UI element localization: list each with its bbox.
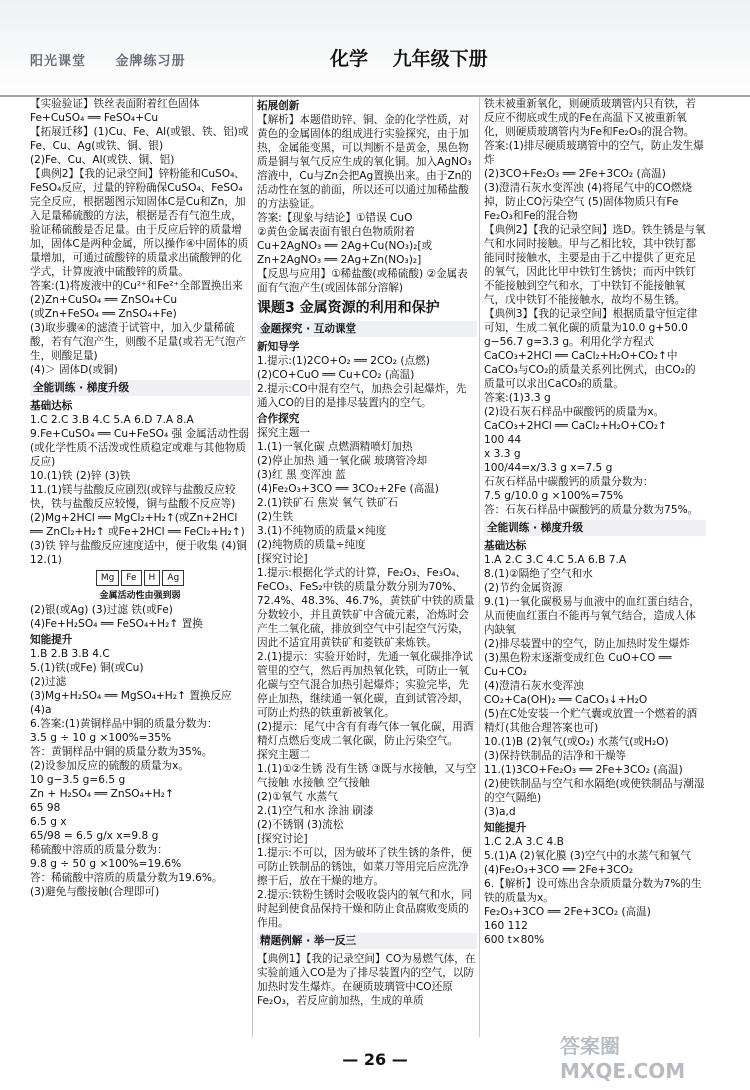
section-heading: 全能训练 · 梯度升级 bbox=[484, 520, 706, 536]
answer-line: 65 98 bbox=[30, 802, 61, 814]
answers-block bbox=[257, 426, 477, 930]
answer-line: 6.答案:(1)黄铜样品中铜的质量分数为： bbox=[30, 718, 218, 730]
answer-line: ②黄色金属表面有银白色物质附着 Cu+2AgNO₃ ══ 2Ag+Cu(NO₃)₂[或Zn+2AgNO₃ ══ 2Ag+Zn(NO₃)₂] bbox=[257, 226, 433, 266]
answers-block bbox=[484, 97, 706, 517]
lesson-title: 课题3 金属资源的利用和保护 bbox=[257, 300, 440, 316]
section-heading: 金题探究 · 互动课堂 bbox=[257, 321, 477, 337]
answer-line: 1.(1)一氧化碳 点燃酒精喷灯加热 bbox=[257, 441, 413, 453]
answers-block bbox=[484, 553, 706, 819]
subsection-heading: 合作探究 bbox=[257, 413, 300, 425]
answer-line: (4)澄清石灰水变浑浊 bbox=[484, 680, 584, 692]
answers-block bbox=[30, 647, 250, 899]
answer-line: CO₂+Ca(OH)₂ ══ CaCO₃↓+H₂O bbox=[484, 694, 648, 706]
answer-line: (2)CO+CuO ══ Cu+CO₂ (高温) bbox=[257, 369, 415, 381]
answer-line: 【典例3】【我的记录空间】根据质量守恒定律可知，生成二氧化碳的质量为10.0 g+50.0 g−56.7 g=3.3 g。利用化学方程式CaCO₃+2HCl ══ CaCl₂+H₂O+CO₂↑中CaCO₃与CO₂的质量关系列比例式，由CO₂的质量可以求出CaCO₃的质量。 bbox=[484, 308, 698, 390]
answer-line: (3)a,d bbox=[484, 806, 516, 818]
answer-line: 1.提示:不可以，因为破坏了铁生锈的条件，便可防止铁制品的锈蚀，如菜刀等用完后应洗净擦干后，放在干燥的地方。 bbox=[257, 847, 472, 887]
answers-block bbox=[30, 603, 250, 631]
column-divider bbox=[252, 97, 253, 1037]
answer-line: 答案:【现象与结论】①错误 CuO bbox=[257, 212, 413, 224]
column-right bbox=[484, 97, 706, 947]
answer-line: (2)①氧气 水蒸气 bbox=[257, 791, 338, 803]
answer-line: (3)红 黑 变浑浊 蓝 bbox=[257, 469, 346, 481]
answer-line: (2)Zn+CuSO₄ ══ ZnSO₄+Cu bbox=[30, 294, 178, 306]
answer-line: (或Zn+FeSO₄ ══ ZnSO₄+Fe) bbox=[30, 308, 177, 320]
answer-line: Fe₂O₃+3CO ══ 2Fe+3CO₂ (高温) bbox=[484, 906, 651, 918]
column-middle bbox=[257, 97, 477, 1008]
answer-line: 100 44 bbox=[484, 434, 522, 446]
answer-line: 1.(1)①②生锈 没有生锈 ③既与水接触，又与空气接触 水接触 空气接触 bbox=[257, 763, 477, 789]
answer-line: (3)Mg+H₂SO₄ ══ MgSO₄+H₂↑ 置换反应 (4)a bbox=[30, 690, 232, 716]
answer-line: (5)在C处安装一个贮气囊或放置一个燃着的酒精灯(其他合理答案也可) bbox=[484, 708, 698, 734]
answer-line: 9.(1)一氧化碳极易与血液中的血红蛋白结合，从而使血红蛋白不能再与氧气结合，造成人体内缺氧 bbox=[484, 596, 700, 636]
subsection-heading: 知能提升 bbox=[484, 822, 527, 834]
answer-line: (2)生铁 bbox=[257, 511, 294, 523]
answer-line: 100/44=x/3.3 g x=7.5 g bbox=[484, 462, 613, 474]
page-header bbox=[0, 0, 750, 97]
answer-line: 探究主题二 bbox=[257, 749, 310, 761]
answer-line: 2.提示:铁粉生锈时会吸收袋内的氧气和水，同时起到使食品保持干燥和防止食品腐败变质的作用。 bbox=[257, 889, 472, 929]
answer-line: Zn + H₂SO₄ ══ ZnSO₄+H₂↑ bbox=[30, 788, 174, 800]
subject: 化学 bbox=[330, 48, 369, 70]
answer-line: 2.(1)空气和水 涂油 刷漆 bbox=[257, 805, 374, 817]
subsection-heading: 拓展创新 bbox=[257, 100, 300, 112]
answer-line: (2)3CO+Fe₂O₃ ══ 2Fe+3CO₂ (高温) bbox=[484, 168, 666, 180]
answer-line: (2)使铁制品与空气和水隔绝(或使铁制品与潮湿的空气隔绝) bbox=[484, 778, 705, 804]
answer-line: 2.提示:CO中混有空气，加热会引起爆炸，先通入CO的目的是排尽装置内的空气。 bbox=[257, 383, 467, 409]
answer-line: 【典例2】【我的记录空间】选D。铁生锈是与氧气和水同时接触。甲与乙相比较，其中铁钉都能同时接触水，主要是由于乙中提供了更充足的氧气，因此比甲中铁钉生锈快；而丙中铁钉不能接触到空气和水，丁中铁钉不能接触氧气，戊中铁钉不能接触水，故均不易生锈。 bbox=[484, 224, 706, 306]
answer-line: CaCO₃+2HCl ══ CaCl₂+H₂O+CO₂↑ bbox=[484, 420, 667, 432]
answer-line: (2)提示：尾气中含有有毒气体一氧化碳，用酒精灯点燃后变成二氧化碳，防止污染空气。 bbox=[257, 721, 474, 747]
answer-line: 【拓展迁移】(1)Cu、Fe、Al(或银、铁、铝)或Fe、Cu、Ag(或铁、铜、银) bbox=[30, 126, 249, 152]
answer-line: (2)过滤 bbox=[30, 676, 67, 688]
answers-block bbox=[257, 113, 477, 295]
diagram-caption: 金属活动性由强到弱 bbox=[99, 591, 181, 601]
answer-line: 1.提示:根据化学式的计算，Fe₂O₃、Fe₃O₄、FeCO₃、FeS₂中铁的质量分数分别为70%、72.4%、48.3%、46.7%，黄铁矿中铁的质量分数较小，并且黄铁矿中含硫元素，冶炼时会产生二氧化硫，排放到空气中引起空气污染，因此不适宜用黄铁矿和菱铁矿来炼铁。 bbox=[257, 567, 475, 649]
answers-block bbox=[484, 835, 706, 947]
answer-line: (3)黑色粉末逐渐变成红色 CuO+CO ══ Cu+CO₂ bbox=[484, 652, 672, 678]
grade: 九年级下册 bbox=[392, 48, 488, 70]
answer-line: 10.(1)B (2)氧气(或O₂) 水蒸气(或H₂O) bbox=[484, 736, 669, 748]
answer-line: 9.Fe+CuSO₄ ══ Cu+FeSO₄ 强 金属活动性弱(或化学性质不活泼或性质稳定或难与其他物质反应) bbox=[30, 428, 250, 468]
answer-line: 答案:(1)3.3 g bbox=[484, 392, 551, 404]
series-name: 金牌练习册 bbox=[115, 54, 186, 69]
answer-line: 6.【解析】设可炼出含杂质质量分数为7%的生铁的质量为x。 bbox=[484, 878, 702, 904]
answer-line: 10.(1)铁 (2)锌 (3)铁 bbox=[30, 470, 131, 482]
answer-line: 6.5 g x bbox=[30, 816, 67, 828]
page-number: — 26 — bbox=[342, 1050, 408, 1069]
answer-line: 2.(1)提示：实验开始时，先通一氧化碳排净试管里的空气，然后再加热氧化铁，可防止一氧化碳与空气混合加热引起爆炸；实验完毕，先停止加热，继续通一氧化碳，直到试管冷却，可防止灼热的铁重新被氧化。 bbox=[257, 651, 473, 719]
answer-line: 稀硫酸中溶质的质量分数为： bbox=[30, 844, 168, 856]
diagram-metal: Ag bbox=[162, 570, 184, 586]
answer-line: 160 112 bbox=[484, 920, 528, 932]
answer-line: (2)设参加反应的硫酸的质量为x。 bbox=[30, 760, 189, 772]
answer-line: 3.5 g ÷ 10 g ×100%=35% bbox=[30, 732, 172, 744]
answer-line: 10 g−3.5 g=6.5 g bbox=[30, 774, 126, 786]
subsection-heading: 新知导学 bbox=[257, 341, 300, 353]
activity-diagram bbox=[30, 570, 250, 586]
answer-line: 5.(1)A (2)氧化膜 (3)空气中的水蒸气和氧气 (4)Fe₂O₃+3CO ══ 2Fe+3CO₂ bbox=[484, 850, 691, 876]
section-heading: 全能训练 · 梯度升级 bbox=[30, 380, 250, 396]
column-left bbox=[30, 97, 250, 899]
answer-line: 1.A 2.C 3.C 4.C 5.A 6.B 7.A bbox=[484, 554, 627, 566]
answers-block bbox=[30, 97, 250, 377]
answer-line: 【反思与应用】①稀盐酸(或稀硫酸) ②金属表面有气泡产生(或固体部分溶解) bbox=[257, 268, 468, 294]
answer-line: 答：黄铜样品中铜的质量分数为35%。 bbox=[30, 746, 213, 758]
answer-line: x 3.3 g bbox=[484, 448, 521, 460]
brand-name: 阳光课堂 bbox=[30, 54, 87, 69]
answer-line: (3)保持铁制品的洁净和干燥等 bbox=[484, 750, 627, 762]
answer-line: 答：稀硫酸中溶质的质量分数为19.6%。 bbox=[30, 872, 223, 884]
answer-line: 8.(1)②隔绝了空气和水 bbox=[484, 568, 593, 580]
section-heading: 精题例解 · 举一反三 bbox=[257, 933, 477, 949]
answer-line: (4)Fe₂O₃+3CO ══ 3CO₂+2Fe (高温) bbox=[257, 483, 439, 495]
answer-line: (2)不锈钢 (3)流松 bbox=[257, 819, 344, 831]
subsection-heading: 基础达标 bbox=[484, 540, 527, 552]
answer-line: 65/98 = 6.5 g/x x=9.8 g bbox=[30, 830, 159, 842]
answer-line: (2)设石灰石样品中碳酸钙的质量为x。 bbox=[484, 406, 665, 418]
answer-line: (3)澄清石灰水变浑浊 (4)将尾气中的CO燃烧掉，防止CO污染空气 (5)固体物质只有Fe Fe₂O₃和Fe的混合物 bbox=[484, 182, 693, 222]
answer-line: 【典例1】【我的记录空间】CO为易燃气体，在实验前通入CO是为了排尽装置内的空气，以防加热时发生爆炸。在硬质玻璃管中CO还原Fe₂O₃，若反应前加热，生成的单质 bbox=[257, 953, 476, 1007]
subsection-heading: 知能提升 bbox=[30, 634, 73, 646]
answer-line: (2)排尽装置中的空气，防止加热时发生爆炸 bbox=[484, 638, 690, 650]
answer-line: 答：石灰石样品中碳酸钙的质量分数为75%。 bbox=[484, 504, 699, 516]
diagram-metal: Fe bbox=[121, 570, 141, 586]
answers-block bbox=[30, 413, 250, 567]
diagram-metal: H bbox=[144, 570, 161, 586]
answer-line: 答案:(1)将废液中的Cu²⁺和Fe²⁺全部置换出来 bbox=[30, 280, 243, 292]
answer-line: (4)Fe+H₂SO₄ ══ FeSO₄+H₂↑ 置换 bbox=[30, 618, 203, 630]
answer-line: (2)Fe、Cu、Al(或铁、铜、铝) bbox=[30, 154, 175, 166]
answer-line: 探究主题一 bbox=[257, 427, 310, 439]
column-divider bbox=[479, 97, 480, 1037]
answer-line: 2.(1)铁矿石 焦炭 氧气 铁矿石 bbox=[257, 497, 399, 509]
answer-line: 1.提示:(1)2CO+O₂ ══ 2CO₂ (点燃) bbox=[257, 355, 430, 367]
answer-line: (2)银(或Ag) (3)过滤 铁(或Fe) bbox=[30, 604, 173, 616]
brand-logo bbox=[30, 50, 210, 69]
answer-line: 9.8 g ÷ 50 g ×100%=19.6% bbox=[30, 858, 182, 870]
answer-line: 铁未被重新氧化，则硬质玻璃管内只有铁，若反应不彻底或生成的Fe在高温下又被重新氧化，则硬质玻璃管内为Fe和Fe₂O₃的混合物。 bbox=[484, 98, 696, 138]
answer-line: (3)避免与酸接触(合理即可) bbox=[30, 886, 160, 898]
answer-line: 11.(1)镁与盐酸反应剧烈(或锌与盐酸反应较快，铁与盐酸反应较慢，铜与盐酸不反应等) (2)Mg+2HCl ══ MgCl₂+H₂↑(或Zn+2HCl ══ ZnCl₂+H₂↑ 或Fe+2HCl ══ FeCl₂+H₂↑) (3)铁 锌与盐酸反应速度适中，便于收集 (4)铜 bbox=[30, 484, 247, 552]
answers-block bbox=[257, 952, 477, 1008]
answer-line: 【典例2】【我的记录空间】锌粉能和CuSO₄、FeSO₄反应，过量的锌粉确保CuSO₄、FeSO₄完全反应，根据题图示知固体C是Cu和Zn，加入足量稀硫酸的方法，根据是否有气泡生成，验证稀硫酸是否足量。由于反应后锌的质量增加，固体C是两种金属，所以操作④中固体的质量增加，可通过硫酸锌的质量求出硫酸钾的化学式，计算废液中硫酸锌的质量。 bbox=[30, 168, 249, 278]
answer-line: 7.5 g/10.0 g ×100%=75% bbox=[484, 490, 624, 502]
answer-line: 【解析】本题借助锌、铜、金的化学性质，对黄色的金属固体的组成进行实验探究，由于加热，金属能变黑，可以判断不是黄金，黑色物质是铜与氧气反应生成的氧化铜。加入AgNO₃溶液中，Cu与Zn会把Ag置换出来。由于Zn的活动性在氢的前面，所以还可以通过加稀盐酸的方法验证。 bbox=[257, 114, 472, 210]
diagram-metal: Mg bbox=[96, 570, 119, 586]
answer-line: [探究讨论] bbox=[257, 553, 308, 565]
answer-line: [探究讨论] bbox=[257, 833, 308, 845]
answer-line: Fe+CuSO₄ ══ FeSO₄+Cu bbox=[30, 112, 159, 124]
answer-line: 5.(1)铁(或Fe) 铜(或Cu) bbox=[30, 662, 144, 674]
answer-line: 1.C 2.C 3.B 4.C 5.A 6.D 7.A 8.A bbox=[30, 414, 194, 426]
subsection-heading: 基础达标 bbox=[30, 400, 73, 412]
answer-line: 1.C 2.A 3.C 4.B bbox=[484, 836, 564, 848]
answer-line: (2)节约金属资源 bbox=[484, 582, 563, 594]
answer-line: 1.B 2.B 3.B 4.C bbox=[30, 648, 110, 660]
answer-line: (3)取步骤④的滤渣于试管中，加入少量稀硫酸，若有气泡产生，则酸不足量(或若无气泡产生，则酸足量) bbox=[30, 322, 247, 362]
answer-line: 3.(1)不纯物质的质量×纯度 bbox=[257, 525, 387, 537]
answer-line: 11.(1)3CO+Fe₂O₃ ══ 2Fe+3CO₂ (高温) bbox=[484, 764, 683, 776]
answer-line: 【实验验证】铁丝表面附着红色固体 bbox=[30, 98, 200, 110]
answer-line: (4)＞ 固体D(或铜) bbox=[30, 364, 118, 376]
subject-title bbox=[330, 44, 506, 71]
answer-line: (2)纯物质的质量÷纯度 bbox=[257, 539, 366, 551]
answers-block bbox=[257, 354, 477, 410]
answer-line: 12.(1) bbox=[30, 554, 62, 566]
watermark: 答案圈 MXQE.COM bbox=[560, 1034, 686, 1083]
answer-line: 石灰石样品中碳酸钙的质量分数为： bbox=[484, 476, 654, 488]
answer-line: 600 t×80% bbox=[484, 934, 545, 946]
answer-line: (2)停止加热 通一氧化碳 玻璃管冷却 bbox=[257, 455, 428, 467]
answer-line: 答案:(1)排尽硬质玻璃管中的空气，防止发生爆炸 bbox=[484, 140, 704, 166]
